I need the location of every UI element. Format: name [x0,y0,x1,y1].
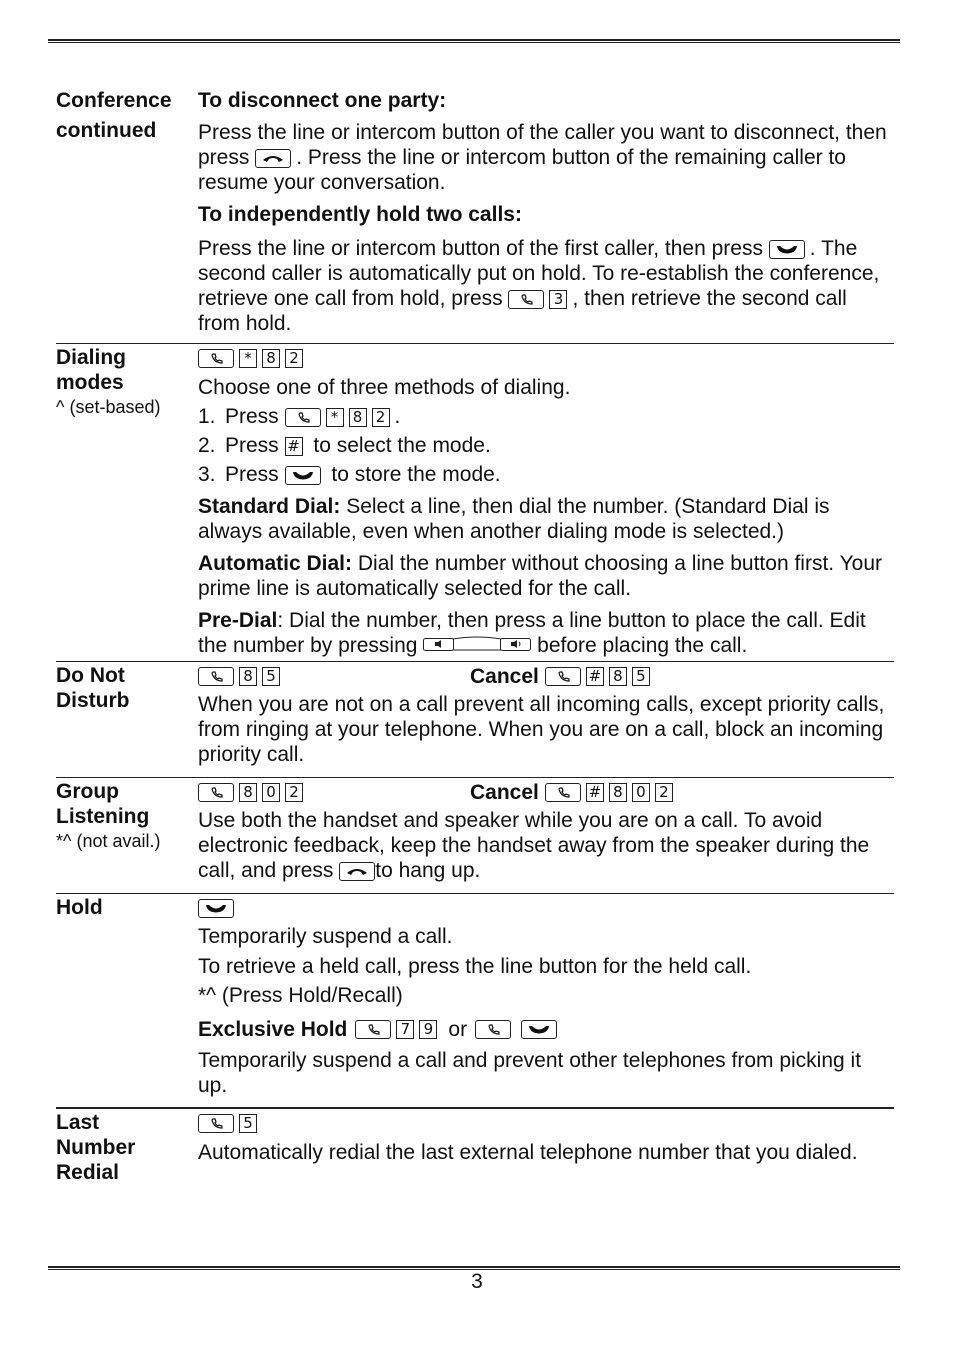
key: 5 [632,667,650,686]
key-sequence [198,1110,894,1136]
section-content [198,895,894,1098]
key-row [198,779,894,805]
key: 0 [262,783,280,802]
key: # [586,667,604,686]
paragraph: Choose one of three methods of dialing. [198,376,571,399]
text: . The second caller is automatically put on hold. To re-establish the conference, retrieve one call from hold, press [198,237,880,310]
text: Dial the number without choosing a line button first. Your prime line is automatically selected for the call. [198,552,883,600]
section-content [198,1110,894,1165]
section-content [198,345,894,659]
section-divider [56,661,894,662]
key: 8 [262,349,280,368]
key: 9 [419,1020,437,1039]
section-label [56,1110,191,1185]
text: . [394,405,401,428]
text: Press [225,434,279,457]
drop-key-icon [255,149,291,168]
step [198,404,894,429]
paragraph [198,551,894,601]
label-line: Last [56,1111,100,1134]
key: 2 [285,783,303,802]
paragraph: Automatically redial the last external telephone number that you dialed. [198,1141,858,1164]
subheading: To disconnect one party: [198,89,447,112]
section-divider [56,1107,894,1109]
feature-key-icon [545,667,581,686]
text: Select a line, then dial the number. (Standard Dial is always available, even when another dialing mode is selected.) [198,495,830,543]
key-row [198,663,894,689]
key: 0 [632,783,650,802]
label-line: continued [56,119,157,142]
key-hash: # [285,437,303,456]
step-number: 3. [198,463,216,486]
exclusive-hold-row [198,1016,894,1042]
cancel-label: Cancel [470,780,539,804]
key: # [586,783,604,802]
hold-key-icon [521,1020,557,1039]
feature-key-icon [198,783,234,802]
feature-key-icon [198,349,234,368]
text: Press the line or intercom button of the first caller, then press [198,237,763,260]
key: * [239,349,257,368]
step [198,462,894,487]
label-line: Dialing [56,346,127,369]
label-note: *^ (not avail.) [56,831,161,851]
section-content [198,663,894,767]
key: 8 [239,667,257,686]
drop-key-icon [339,862,375,881]
paragraph [198,120,894,195]
key-sequence [198,345,894,371]
text: to store the mode. [331,463,501,486]
section-divider [56,343,894,344]
term: Standard Dial: [198,495,341,518]
feature-key-icon [285,408,321,427]
text: Use both the handset and speaker while you are on a call. To avoid electronic feedback, keep the handset away from the speaker during the call, and press [198,809,870,882]
feature-key-icon [545,783,581,802]
label-line: Listening [56,805,150,828]
key: 2 [285,349,303,368]
section-divider [56,893,894,894]
key: 7 [396,1020,414,1039]
label-line: Conference [56,89,172,112]
label-line: Group [56,780,119,803]
paragraph [198,608,894,659]
key: 5 [262,667,280,686]
text: Press the line or intercom button of the caller you want to disconnect, then press [198,121,887,169]
label-line: Disturb [56,689,130,712]
paragraph: *^ (Press Hold/Recall) [198,984,403,1007]
key: * [326,408,344,427]
cancel-label: Cancel [470,664,539,688]
step-number: 2. [198,434,216,457]
key: 8 [349,408,367,427]
text: before placing the call. [537,634,748,657]
section-label [56,345,191,419]
paragraph: Temporarily suspend a call and prevent other telephones from picking it up. [198,1049,862,1097]
section-divider [56,777,894,778]
section-content [198,88,894,336]
section-label [56,86,191,146]
paragraph [198,494,894,544]
key: 5 [239,1114,257,1133]
paragraph: Temporarily suspend a call. [198,925,453,948]
label-line: modes [56,371,124,394]
label-line: Do Not [56,664,125,687]
paragraph [198,808,894,883]
section-label [56,779,191,853]
text: Press [225,405,279,428]
term: Automatic Dial: [198,552,353,575]
key: 2 [372,408,390,427]
feature-key-icon [475,1020,511,1039]
text: to hang up. [375,859,481,882]
hold-key-icon [769,240,805,259]
feature-key-icon [198,667,234,686]
text: Press [225,463,279,486]
label-note: ^ (set-based) [56,397,161,417]
section-content [198,779,894,883]
feature-key-icon [508,290,544,309]
text: : Dial the number, then press a line button to place the call. Edit the number by pressing [198,609,866,657]
key-sequence [198,895,894,921]
term: Pre-Dial [198,609,278,632]
key: 8 [609,667,627,686]
hold-key-icon [198,899,234,918]
step-number: 1. [198,405,216,428]
label-line: Number [56,1136,136,1159]
key: 8 [609,783,627,802]
step-text [225,433,491,458]
paragraph: To retrieve a held call, press the line button for the held call. [198,955,752,978]
volume-key-icon [423,634,531,659]
cancel-sequence [470,663,655,689]
key: 8 [239,783,257,802]
section-label [56,895,191,920]
label-line: Hold [56,896,103,919]
text: . Press the line or intercom button of the remaining caller to resume your conversation. [198,146,846,194]
key-3: 3 [549,290,567,309]
hold-key-icon [285,466,321,485]
key: 2 [655,783,673,802]
label-line: Redial [56,1161,120,1184]
text: or [448,1017,468,1041]
step-text [225,404,400,429]
step [198,433,894,458]
section-label [56,663,191,713]
paragraph: When you are not on a call prevent all incoming calls, except priority calls, from ringing at your telephone. When you are on a call, block an incoming priority call. [198,693,885,766]
cancel-sequence [470,779,678,805]
paragraph [198,236,894,336]
text: to select the mode. [313,434,491,457]
page-number: 3 [471,1270,483,1293]
subheading: To independently hold two calls: [198,203,522,226]
term: Exclusive Hold [198,1017,348,1041]
step-text [225,462,501,487]
feature-key-icon [198,1114,234,1133]
feature-key-icon [355,1020,391,1039]
text: , then retrieve the second call from hold. [198,287,847,335]
header-rule [48,39,900,43]
